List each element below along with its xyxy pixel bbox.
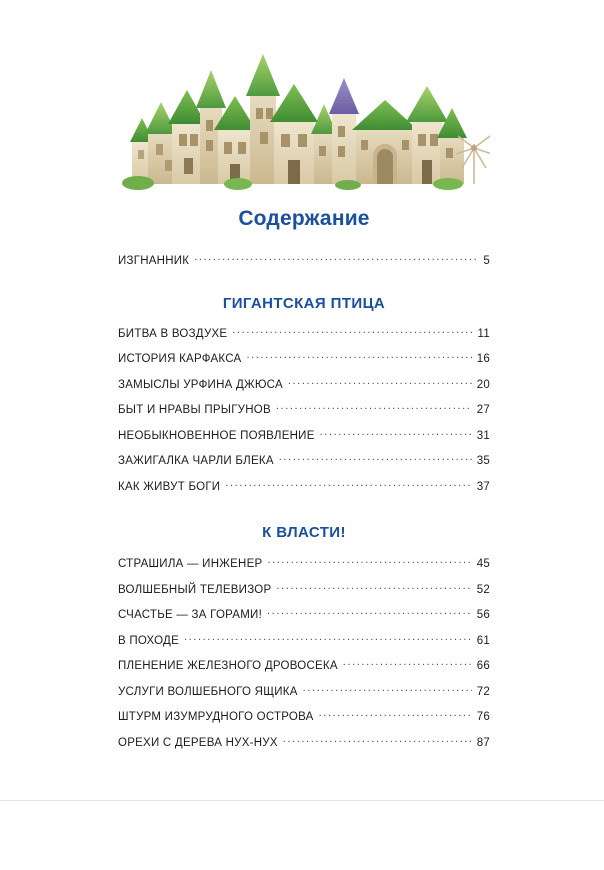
page-bottom-divider	[0, 800, 604, 801]
toc-leader-dots	[194, 253, 478, 265]
toc-entry-page: 45	[476, 558, 490, 570]
toc-entry-page: 11	[477, 327, 490, 340]
toc-entry-page: 20	[476, 378, 490, 391]
toc-entry-page: 5	[483, 255, 490, 267]
toc-leader-dots	[246, 351, 471, 363]
toc-leader-dots	[232, 325, 472, 337]
toc-leader-dots	[267, 556, 471, 568]
toc-leader-dots	[279, 453, 472, 465]
toc-entry[interactable]	[118, 627, 490, 653]
toc-entry-label: ПЛЕНЕНИЕ ЖЕЛЕЗНОГО ДРОВОСЕКА	[118, 660, 338, 672]
toc-entry[interactable]	[118, 371, 490, 397]
toc-entry-page: 35	[476, 455, 490, 467]
toc-entry[interactable]	[118, 550, 490, 576]
toc-entry[interactable]	[118, 247, 490, 273]
toc-entry-label: СТРАШИЛА — ИНЖЕНЕР	[118, 558, 263, 570]
page-content	[118, 36, 490, 754]
toc-leader-dots	[303, 683, 472, 695]
toc-entry[interactable]	[118, 345, 490, 371]
toc-entry-label: ЗАМЫСЛЫ УРФИНА ДЖЮСА	[118, 378, 283, 391]
toc-entry-page: 72	[476, 685, 490, 698]
toc-entry[interactable]	[118, 652, 490, 678]
toc-entry-label: БЫТ И НРАВЫ ПРЫГУНОВ	[118, 404, 271, 416]
toc-entry[interactable]	[118, 703, 490, 729]
toc-entry-page: 61	[476, 634, 490, 647]
toc-entry[interactable]	[118, 422, 490, 448]
toc-entry[interactable]	[118, 729, 490, 755]
toc-entry-page: 52	[476, 583, 490, 596]
toc-entry-label: НЕОБЫКНОВЕННОЕ ПОЯВЛЕНИЕ	[118, 429, 315, 442]
toc-entry-page: 56	[476, 609, 490, 621]
toc-entry-label: БИТВА В ВОЗДУХЕ	[118, 327, 228, 340]
toc-leader-dots	[283, 734, 472, 746]
toc-leader-dots	[225, 478, 471, 490]
toc-entry-page: 37	[476, 480, 490, 493]
toc-entry-page: 27	[476, 404, 490, 416]
toc-leader-dots	[319, 709, 472, 721]
toc-entry[interactable]	[118, 473, 490, 499]
toc-entry-label: ИЗГНАННИК	[118, 255, 190, 267]
toc-leader-dots	[320, 427, 472, 439]
toc-entry-label: ИСТОРИЯ КАРФАКСА	[118, 353, 242, 365]
page-title: Содержание	[238, 207, 370, 230]
toc-entry-page: 76	[476, 711, 490, 723]
toc-entry[interactable]	[118, 447, 490, 473]
toc-section-heading-2: К ВЛАСТИ!	[262, 524, 346, 541]
table-of-contents	[118, 247, 490, 754]
toc-leader-dots	[267, 607, 472, 619]
toc-entry-page: 16	[476, 353, 490, 365]
toc-entry[interactable]	[118, 396, 490, 422]
toc-entry-page: 87	[476, 736, 490, 749]
toc-leader-dots	[184, 632, 472, 644]
toc-entry-label: В ПОХОДЕ	[118, 634, 179, 647]
toc-entry-label: КАК ЖИВУТ БОГИ	[118, 480, 221, 493]
toc-entry-label: ЗАЖИГАЛКА ЧАРЛИ БЛЕКА	[118, 455, 274, 467]
toc-entry[interactable]	[118, 678, 490, 704]
toc-entry-label: СЧАСТЬЕ — ЗА ГОРАМИ!	[118, 609, 263, 621]
toc-leader-dots	[288, 376, 472, 388]
toc-entry[interactable]	[118, 576, 490, 602]
toc-entry-label: ВОЛШЕБНЫЙ ТЕЛЕВИЗОР	[118, 583, 272, 596]
toc-entry-label: ОРЕХИ С ДЕРЕВА НУХ-НУХ	[118, 736, 278, 749]
toc-section-heading-1: ГИГАНТСКАЯ ПТИЦА	[222, 294, 386, 312]
toc-leader-dots	[276, 581, 471, 593]
emerald-city-castles-illustration	[118, 36, 490, 191]
toc-leader-dots	[343, 658, 472, 670]
toc-entry-label: ШТУРМ ИЗУМРУДНОГО ОСТРОВА	[118, 711, 314, 723]
toc-entry-page: 66	[476, 660, 490, 672]
toc-entry[interactable]	[118, 601, 490, 627]
toc-leader-dots	[276, 402, 472, 414]
toc-entry-label: УСЛУГИ ВОЛШЕБНОГО ЯЩИКА	[118, 685, 298, 698]
toc-entry-page: 31	[476, 429, 490, 442]
toc-entry[interactable]	[118, 320, 490, 346]
